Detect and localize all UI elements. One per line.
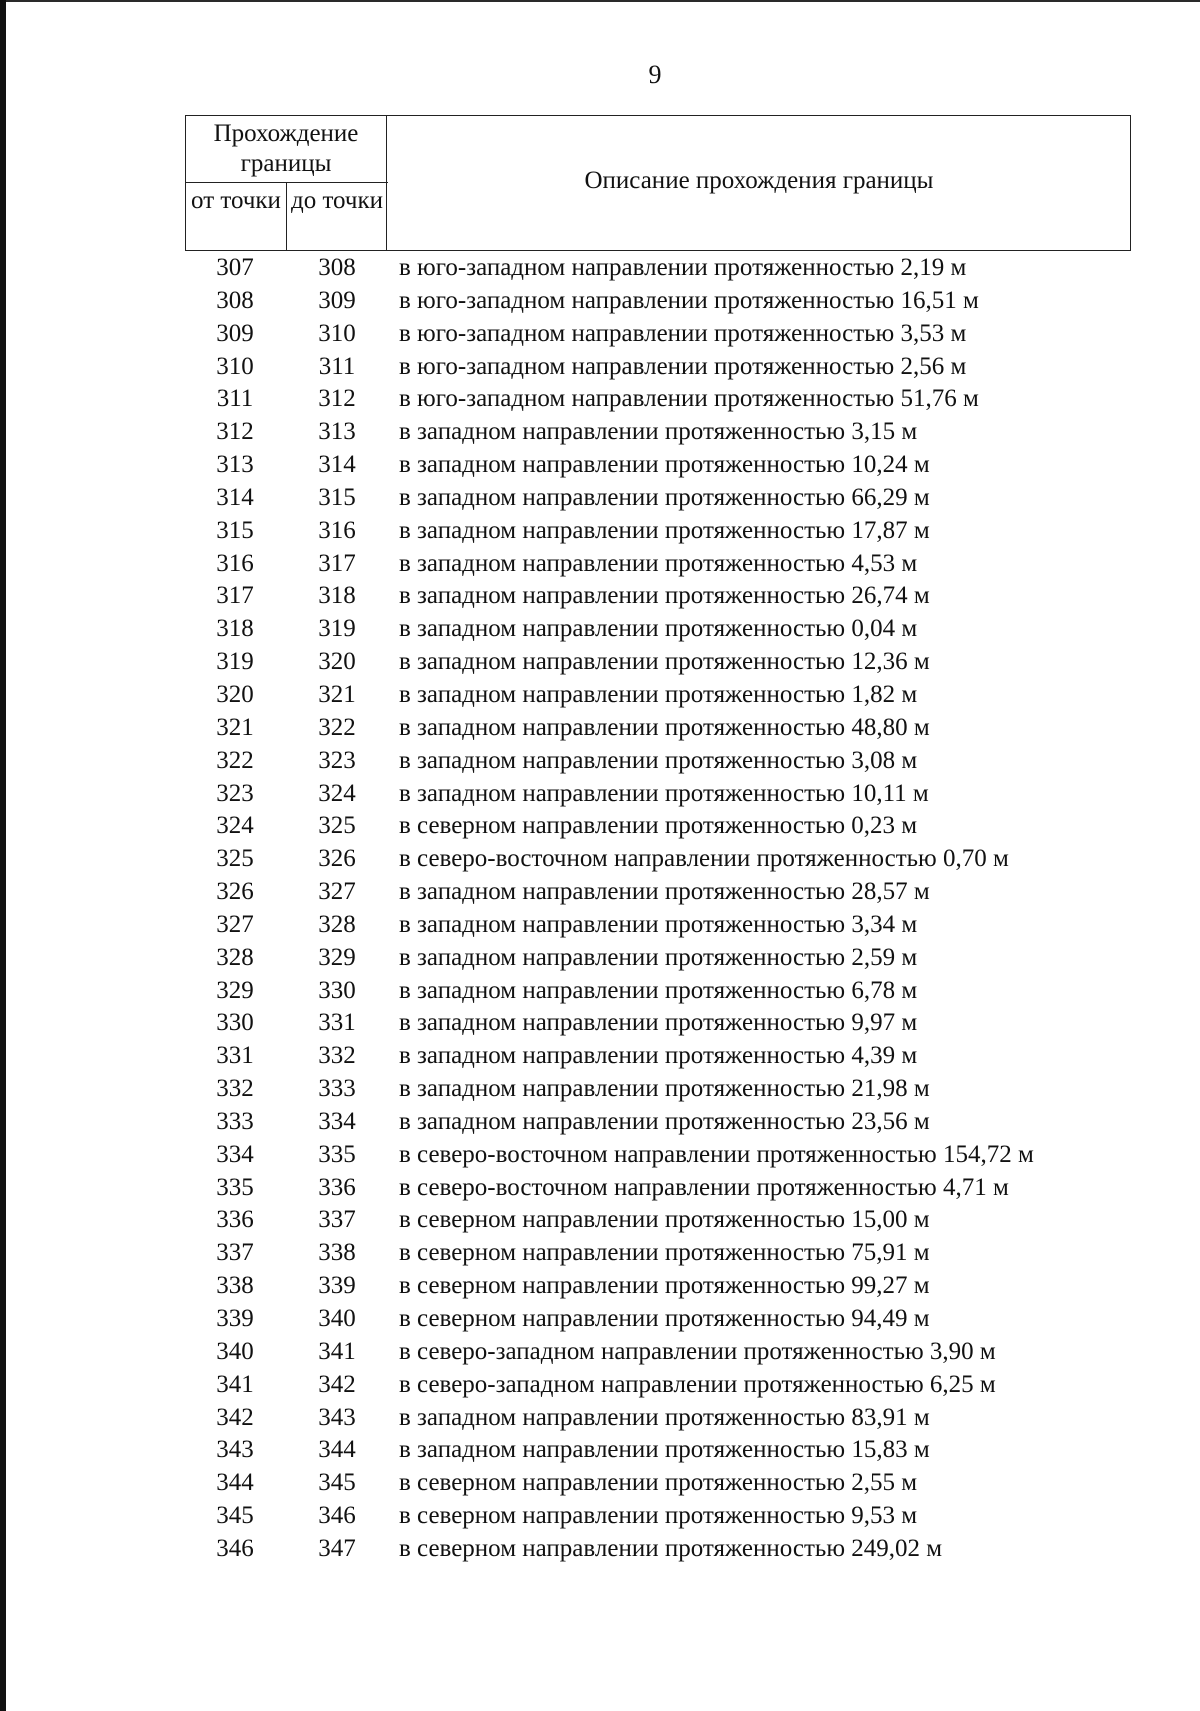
table-row xyxy=(0,613,1200,646)
to-point-cell: 320 xyxy=(318,648,356,676)
description-cell: в западном направлении протяженностью 17,87 м xyxy=(399,516,930,544)
from-point-cell: 339 xyxy=(216,1305,254,1332)
table-row xyxy=(0,449,1200,482)
from-point-cell: 343 xyxy=(216,1436,254,1464)
description-cell: в западном направлении протяженностью 15,83 м xyxy=(399,1436,930,1464)
table-row xyxy=(0,1106,1200,1139)
description-cell: в западном направлении протяженностью 1,82 м xyxy=(399,680,918,708)
from-point-cell: 329 xyxy=(216,976,254,1004)
table-row xyxy=(0,580,1200,613)
from-point-cell: 312 xyxy=(216,418,254,446)
to-point-cell: 346 xyxy=(318,1502,356,1530)
table-row xyxy=(0,252,1200,285)
from-point-cell: 320 xyxy=(216,680,254,708)
description-cell: в северном направлении протяженностью 0,23 м xyxy=(399,812,918,840)
to-point-cell: 332 xyxy=(318,1042,356,1070)
description-cell: в западном направлении протяженностью 6,78 м xyxy=(399,976,918,1004)
to-point-cell: 323 xyxy=(318,746,356,774)
table-row xyxy=(0,1434,1200,1467)
table-row xyxy=(0,712,1200,745)
table-row xyxy=(0,778,1200,811)
from-point-cell: 328 xyxy=(216,943,254,971)
to-point-cell: 318 xyxy=(318,582,356,610)
to-point-cell: 316 xyxy=(318,516,356,544)
description-cell: в западном направлении протяженностью 9,97 м xyxy=(399,1009,918,1037)
table-row xyxy=(0,646,1200,679)
from-point-cell: 333 xyxy=(216,1107,254,1135)
table-row xyxy=(0,318,1200,351)
description-cell: в северном направлении протяженностью 15,00 м xyxy=(399,1206,930,1234)
description-cell: в северо-восточном направлении протяженностью 0,70 м xyxy=(399,845,1009,873)
to-point-cell: 343 xyxy=(318,1403,356,1431)
from-point-cell: 315 xyxy=(216,516,254,544)
from-point-cell: 344 xyxy=(216,1469,254,1497)
from-point-cell: 336 xyxy=(216,1206,254,1234)
from-point-cell: 335 xyxy=(216,1173,254,1201)
table-row xyxy=(0,285,1200,318)
table-row xyxy=(0,515,1200,548)
table-row xyxy=(0,1204,1200,1237)
description-cell: в западном направлении протяженностью 66,29 м xyxy=(399,483,930,511)
from-point-cell: 310 xyxy=(216,352,254,380)
to-point-cell: 330 xyxy=(318,976,356,1004)
to-point-cell: 317 xyxy=(318,549,356,577)
description-cell: в северо-восточном направлении протяженностью 4,71 м xyxy=(399,1173,1009,1201)
to-point-cell: 331 xyxy=(318,1009,356,1037)
to-point-cell: 309 xyxy=(318,286,356,314)
to-point-cell: 321 xyxy=(318,680,356,708)
from-point-cell: 338 xyxy=(216,1272,254,1300)
table-row xyxy=(0,416,1200,449)
from-point-cell: 332 xyxy=(216,1075,254,1103)
to-point-cell: 342 xyxy=(318,1370,356,1398)
scan-edge-top xyxy=(0,0,1200,2)
table-row xyxy=(0,843,1200,876)
to-point-cell: 325 xyxy=(318,812,356,840)
description-cell: в западном направлении протяженностью 10,11 м xyxy=(399,779,929,807)
from-point-cell: 309 xyxy=(216,319,254,347)
table-row xyxy=(0,548,1200,581)
from-point-cell: 322 xyxy=(216,746,254,774)
from-point-cell: 327 xyxy=(216,910,254,938)
to-point-cell: 333 xyxy=(318,1075,356,1103)
from-point-cell: 314 xyxy=(216,483,254,511)
from-point-cell: 321 xyxy=(216,713,254,741)
description-cell: в юго-западном направлении протяженностью 51,76 м xyxy=(399,385,979,413)
table-header xyxy=(185,115,1131,251)
to-point-cell: 341 xyxy=(318,1337,356,1365)
table-row xyxy=(0,745,1200,778)
table-row xyxy=(0,876,1200,909)
to-point-cell: 324 xyxy=(318,779,356,807)
from-point-cell: 334 xyxy=(216,1140,254,1168)
to-point-cell: 315 xyxy=(318,483,356,511)
header-to-label: до точки xyxy=(290,187,384,214)
from-point-cell: 331 xyxy=(216,1042,254,1070)
table-row xyxy=(0,1369,1200,1402)
to-point-cell: 326 xyxy=(318,845,356,873)
to-point-cell: 327 xyxy=(318,878,356,906)
table-row xyxy=(0,1270,1200,1303)
description-cell: в юго-западном направлении протяженностью 16,51 м xyxy=(399,286,979,314)
from-point-cell: 319 xyxy=(216,648,254,676)
to-point-cell: 339 xyxy=(318,1272,356,1300)
from-point-cell: 324 xyxy=(216,812,254,840)
description-cell: в западном направлении протяженностью 23,56 м xyxy=(399,1107,930,1135)
to-point-cell: 338 xyxy=(318,1239,356,1267)
from-point-cell: 323 xyxy=(216,779,254,807)
to-point-cell: 344 xyxy=(318,1436,356,1464)
header-divider-horizontal xyxy=(186,182,388,183)
from-point-cell: 325 xyxy=(216,845,254,873)
table-body xyxy=(0,252,1200,1566)
to-point-cell: 319 xyxy=(318,615,356,643)
from-point-cell: 317 xyxy=(216,582,254,610)
table-row xyxy=(0,1467,1200,1500)
description-cell: в северном направлении протяженностью 94,49 м xyxy=(399,1305,930,1332)
description-cell: в западном направлении протяженностью 10,24 м xyxy=(399,451,930,479)
description-cell: в юго-западном направлении протяженностью 2,19 м xyxy=(399,254,967,281)
description-cell: в северном направлении протяженностью 75,91 м xyxy=(399,1239,930,1267)
page-number: 9 xyxy=(648,60,662,89)
table-row xyxy=(0,383,1200,416)
to-point-cell: 334 xyxy=(318,1107,356,1135)
description-cell: в северном направлении протяженностью 249,02 м xyxy=(399,1534,943,1562)
description-cell: в юго-западном направлении протяженностью 3,53 м xyxy=(399,319,967,347)
table-row xyxy=(0,1402,1200,1435)
from-point-cell: 346 xyxy=(216,1534,254,1562)
description-cell: в западном направлении протяженностью 2,59 м xyxy=(399,943,918,971)
description-cell: в северо-восточном направлении протяженностью 154,72 м xyxy=(399,1140,1034,1168)
table-row xyxy=(0,1040,1200,1073)
from-point-cell: 330 xyxy=(216,1009,254,1037)
from-point-cell: 311 xyxy=(216,385,254,413)
from-point-cell: 313 xyxy=(216,451,254,479)
table-row xyxy=(0,679,1200,712)
to-point-cell: 340 xyxy=(318,1305,356,1332)
to-point-cell: 335 xyxy=(318,1140,356,1168)
table-row xyxy=(0,942,1200,975)
from-point-cell: 308 xyxy=(216,286,254,314)
to-point-cell: 312 xyxy=(318,385,356,413)
from-point-cell: 341 xyxy=(216,1370,254,1398)
table-row xyxy=(0,909,1200,942)
from-point-cell: 316 xyxy=(216,549,254,577)
to-point-cell: 308 xyxy=(318,254,356,281)
description-cell: в северном направлении протяженностью 2,55 м xyxy=(399,1469,918,1497)
table-row xyxy=(0,1007,1200,1040)
to-point-cell: 313 xyxy=(318,418,356,446)
table-row xyxy=(0,1500,1200,1533)
description-cell: в северном направлении протяженностью 9,53 м xyxy=(399,1502,918,1530)
table-row xyxy=(0,1172,1200,1205)
to-point-cell: 311 xyxy=(318,352,356,380)
to-point-cell: 336 xyxy=(318,1173,356,1201)
header-from-label: от точки xyxy=(191,187,281,214)
header-divider-main xyxy=(386,116,387,250)
from-point-cell: 342 xyxy=(216,1403,254,1431)
description-cell: в западном направлении протяженностью 26,74 м xyxy=(399,582,930,610)
to-point-cell: 322 xyxy=(318,713,356,741)
header-description-label: Описание прохождения границы xyxy=(584,167,934,194)
table-row xyxy=(0,1237,1200,1270)
table-row xyxy=(0,1139,1200,1172)
description-cell: в западном направлении протяженностью 4,39 м xyxy=(399,1042,918,1070)
to-point-cell: 328 xyxy=(318,910,356,938)
description-cell: в западном направлении протяженностью 3,08 м xyxy=(399,746,918,774)
from-point-cell: 340 xyxy=(216,1337,254,1365)
table-row xyxy=(0,1533,1200,1566)
from-point-cell: 345 xyxy=(216,1502,254,1530)
table-row xyxy=(0,1336,1200,1369)
from-point-cell: 307 xyxy=(216,254,254,281)
description-cell: в западном направлении протяженностью 83,91 м xyxy=(399,1403,930,1431)
from-point-cell: 337 xyxy=(216,1239,254,1267)
to-point-cell: 314 xyxy=(318,451,356,479)
to-point-cell: 310 xyxy=(318,319,356,347)
to-point-cell: 329 xyxy=(318,943,356,971)
description-cell: в северо-западном направлении протяженностью 3,90 м xyxy=(399,1337,996,1365)
description-cell: в северо-западном направлении протяженностью 6,25 м xyxy=(399,1370,996,1398)
description-cell: в западном направлении протяженностью 21,98 м xyxy=(399,1075,930,1103)
description-cell: в западном направлении протяженностью 28,57 м xyxy=(399,878,930,906)
to-point-cell: 337 xyxy=(318,1206,356,1234)
header-group-label: Прохождение границы xyxy=(213,120,359,177)
to-point-cell: 345 xyxy=(318,1469,356,1497)
table-row xyxy=(0,482,1200,515)
description-cell: в юго-западном направлении протяженностью 2,56 м xyxy=(399,352,967,380)
description-cell: в западном направлении протяженностью 48,80 м xyxy=(399,713,930,741)
to-point-cell: 347 xyxy=(318,1534,356,1562)
from-point-cell: 318 xyxy=(216,615,254,643)
description-cell: в северном направлении протяженностью 99,27 м xyxy=(399,1272,930,1300)
description-cell: в западном направлении протяженностью 3,34 м xyxy=(399,910,918,938)
table-row xyxy=(0,1303,1200,1336)
description-cell: в западном направлении протяженностью 12,36 м xyxy=(399,648,930,676)
description-cell: в западном направлении протяженностью 3,15 м xyxy=(399,418,918,446)
table-row xyxy=(0,810,1200,843)
description-cell: в западном направлении протяженностью 4,53 м xyxy=(399,549,918,577)
table-row xyxy=(0,1073,1200,1106)
description-cell: в западном направлении протяженностью 0,04 м xyxy=(399,615,918,643)
from-point-cell: 326 xyxy=(216,878,254,906)
table-row xyxy=(0,975,1200,1008)
table-row xyxy=(0,351,1200,384)
